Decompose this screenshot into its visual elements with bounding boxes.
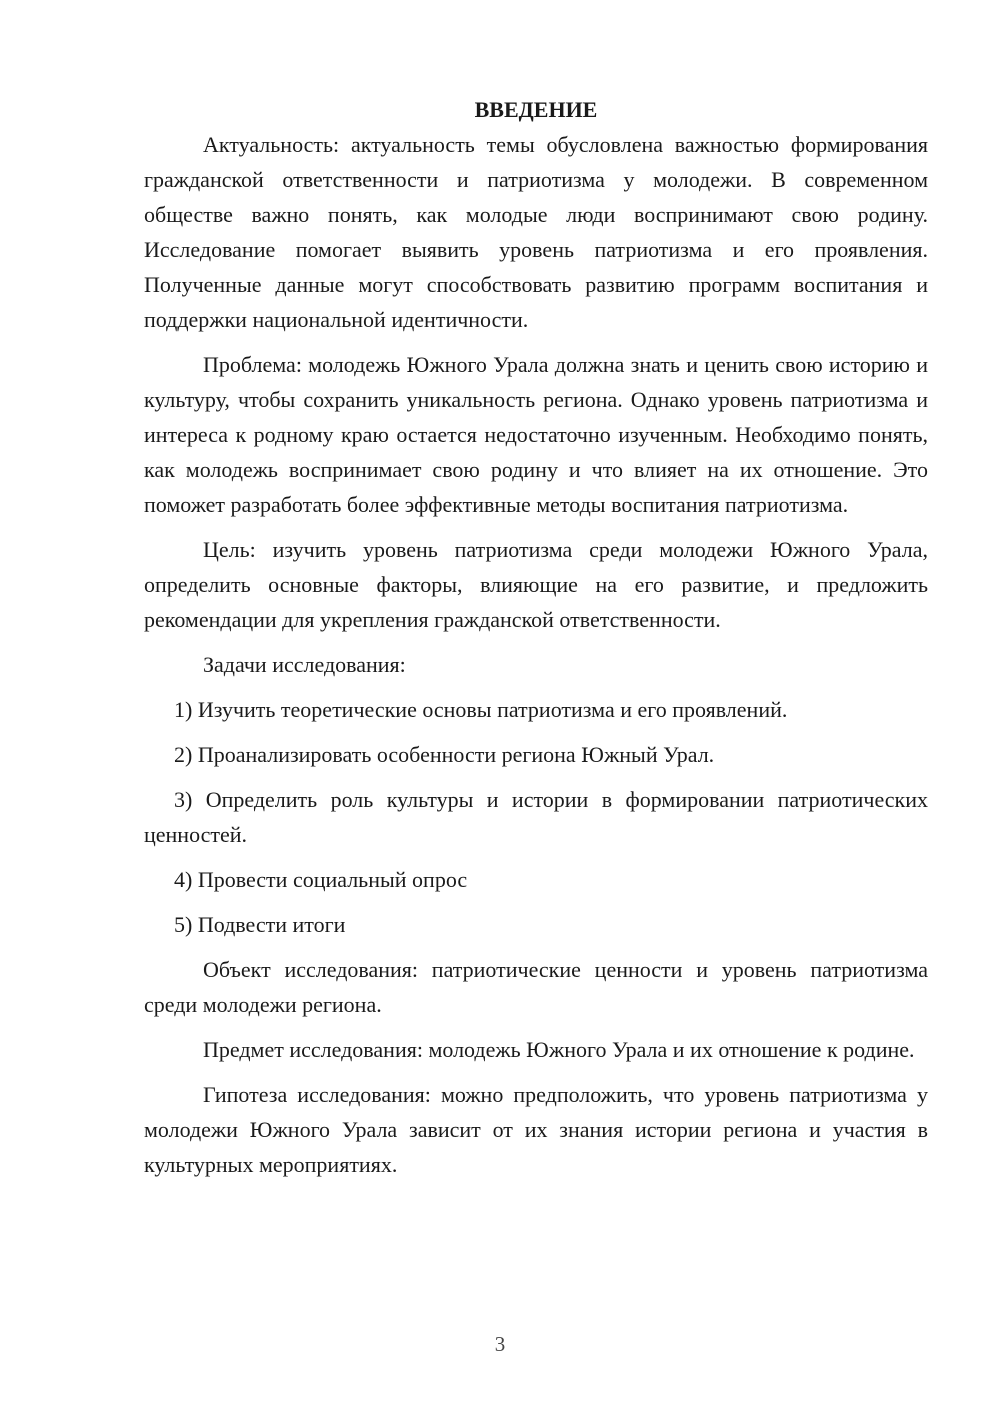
paragraph-subject: Предмет исследования: молодежь Южного Урала и их отношение к родине. [203, 1037, 915, 1062]
paragraph-object: Объект исследования: патриотические ценности и уровень патриотизма среди молодежи региона. [144, 957, 928, 1017]
document-page [144, 92, 928, 1192]
task-item-5: 5) Подвести итоги [174, 912, 346, 937]
paragraph-hypothesis: Гипотеза исследования: можно предположить, что уровень патриотизма у молодежи Южного Урала зависит от их знания истории региона и участия в культурных мероприятиях. [144, 1082, 928, 1177]
task-item-2: 2) Проанализировать особенности региона Южный Урал. [174, 742, 715, 767]
paragraph-relevance: Актуальность: актуальность темы обусловлена важностью формирования гражданской ответственности и патриотизма у молодежи. В современном обществе важно понять, как молодые люди воспринимают свою родину. Исследование помогает выявить уровень патриотизма и его проявления. Полученные данные могут способствовать развитию программ воспитания и поддержки национальной идентичности. [144, 132, 928, 332]
paragraph-problem: Проблема: молодежь Южного Урала должна знать и ценить свою историю и культуру, чтобы сохранить уникальность региона. Однако уровень патриотизма и интереса к родному краю остается недостаточно изученным. Необходимо понять, как молодежь воспринимает свою родину и что влияет на их отношение. Это поможет разработать более эффективные методы воспитания патриотизма. [144, 352, 928, 517]
task-item-3: 3) Определить роль культуры и истории в формировании патриотических ценностей. [144, 787, 928, 847]
task-item-4: 4) Провести социальный опрос [174, 867, 468, 892]
task-item-1: 1) Изучить теоретические основы патриотизма и его проявлений. [174, 697, 788, 722]
paragraph-goal: Цель: изучить уровень патриотизма среди молодежи Южного Урала, определить основные факторы, влияющие на его развитие, и предложить рекомендации для укрепления гражданской ответственности. [144, 537, 928, 632]
paragraph-tasks-heading: Задачи исследования: [203, 652, 406, 677]
page-title: ВВЕДЕНИЕ [474, 97, 598, 122]
page-number: 3 [494, 1332, 506, 1356]
